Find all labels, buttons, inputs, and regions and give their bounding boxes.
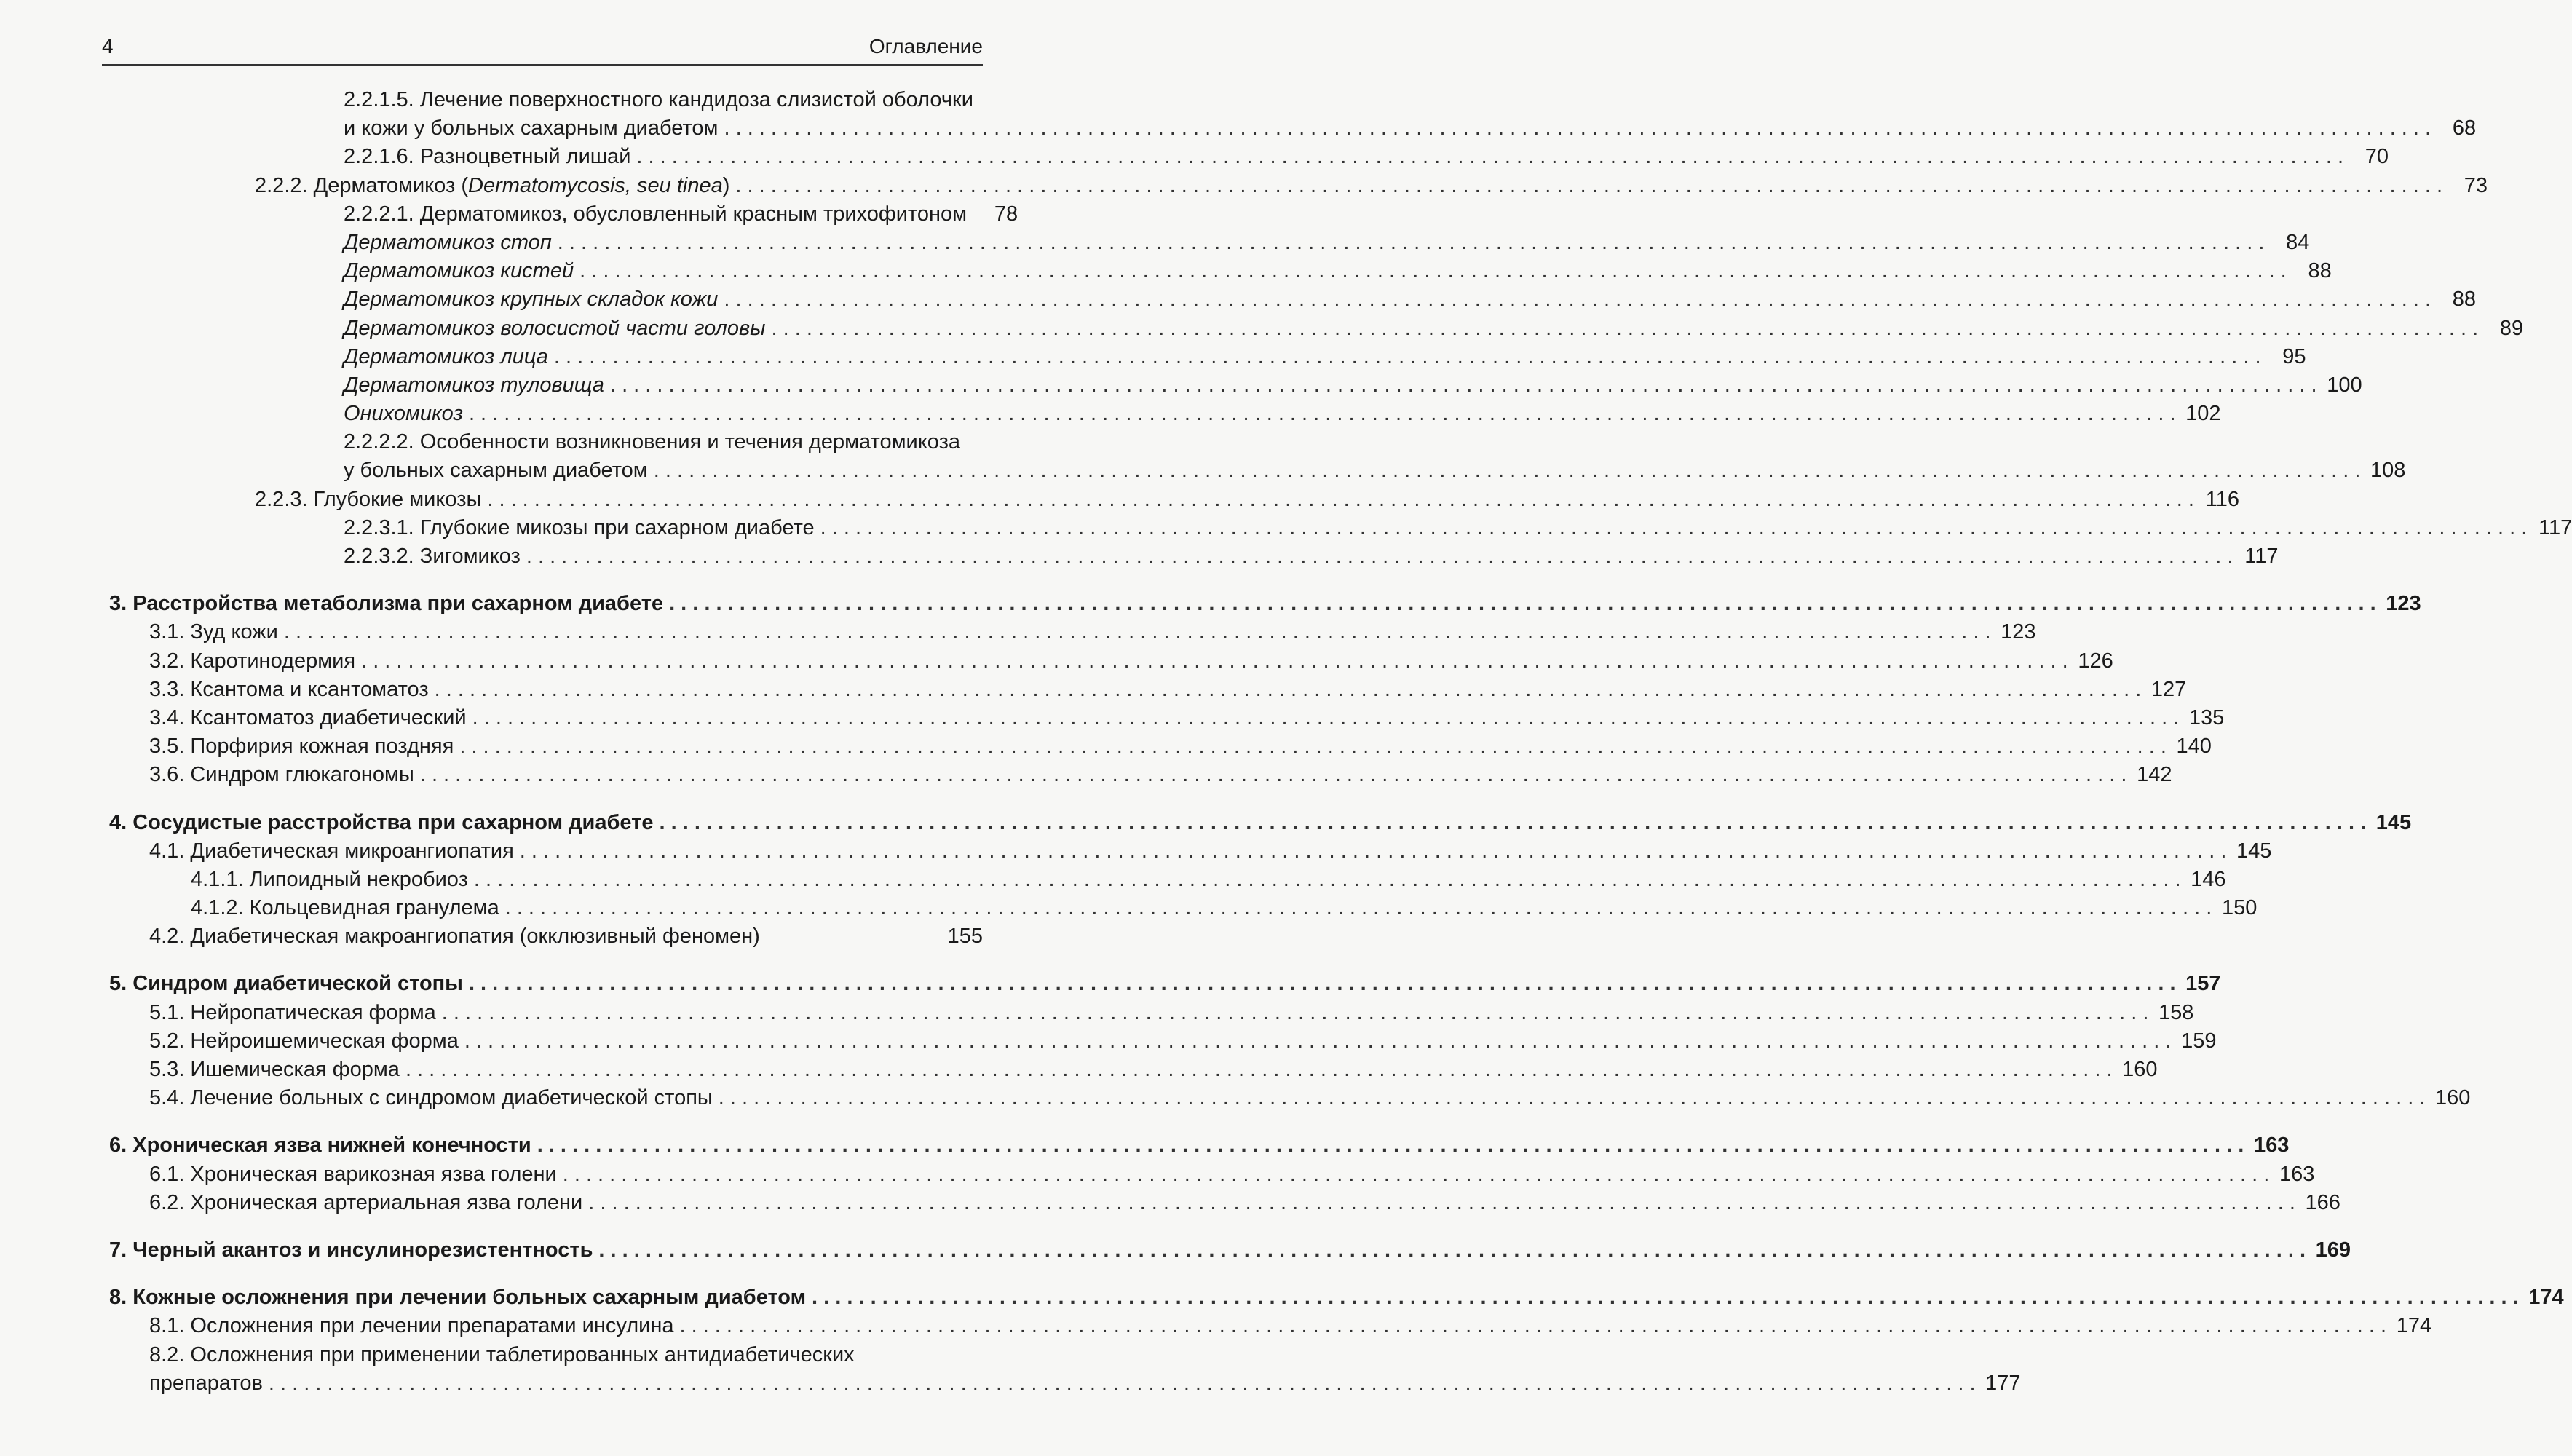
toc-page-number: 135 xyxy=(2188,705,2225,729)
toc-entry-title: 2.2.2. Дерматомикоз (Dermatomycosis, seu tinea) xyxy=(255,173,730,197)
dot-leader xyxy=(558,229,2265,257)
toc-page-number: 68 xyxy=(2452,116,2477,141)
toc-page-number: 158 xyxy=(2158,1000,2194,1024)
toc-entry-title: 3.3. Ксантома и ксантоматоз xyxy=(149,677,429,701)
toc-entry xyxy=(109,1027,2217,1056)
toc-entry xyxy=(109,1341,983,1369)
toc-entry-title: 8. Кожные осложнения при лечении больных сахарным диабетом xyxy=(109,1286,807,1310)
toc-page-number: 95 xyxy=(2282,344,2306,368)
toc-entry-title: 7. Черный акантоз и инсулинорезистентность xyxy=(109,1238,593,1262)
toc-entry xyxy=(109,428,983,456)
dot-leader xyxy=(719,1084,2426,1112)
toc-page-number: 116 xyxy=(2205,487,2239,511)
dot-leader xyxy=(361,647,2068,676)
dot-leader xyxy=(284,618,1991,646)
toc-entry-title: препаратов xyxy=(149,1371,263,1395)
toc-entry xyxy=(109,114,2477,143)
toc-chapter-entry xyxy=(109,590,2421,618)
toc-page-number: 166 xyxy=(2305,1190,2340,1214)
toc-page-number: 160 xyxy=(2435,1086,2471,1110)
toc-entry xyxy=(109,837,2272,866)
toc-entry-title: Дерматомикоз кистей xyxy=(344,259,574,283)
toc-entry-title: 4.1.2. Кольцевидная гранулема xyxy=(191,896,499,920)
toc-entry xyxy=(109,999,2194,1027)
dot-leader xyxy=(579,257,2287,285)
toc-page-number: 145 xyxy=(2236,839,2272,863)
dot-leader xyxy=(420,761,2127,789)
section-gap xyxy=(109,1265,983,1283)
dot-leader xyxy=(469,400,2176,428)
toc-page-number: 70 xyxy=(2365,145,2389,169)
dot-leader xyxy=(588,1189,2295,1217)
toc-page-number: 140 xyxy=(2176,735,2212,759)
toc-entry-title: 2.2.2.2. Особенности возникновения и течения дерматомикоза xyxy=(344,430,960,454)
toc-entry-title: 3.2. Каротинодермия xyxy=(149,649,356,673)
toc-page-number: 126 xyxy=(2078,649,2113,673)
toc-chapter-entry xyxy=(109,1283,2564,1312)
toc-page-number: 100 xyxy=(2327,373,2362,397)
toc-page-number: 160 xyxy=(2122,1058,2158,1081)
dot-leader xyxy=(554,343,2261,371)
dot-leader xyxy=(537,1131,2244,1160)
toc-entry-title: Онихомикоз xyxy=(344,402,463,426)
dot-leader xyxy=(660,809,2367,837)
dot-leader xyxy=(636,143,2343,171)
toc-entry-title: у больных сахарным диабетом xyxy=(344,459,648,483)
toc-entry-title: и кожи у больных сахарным диабетом xyxy=(344,116,719,141)
toc-entry-title: Дерматомикоз стоп xyxy=(344,230,552,254)
toc-page-number: 117 xyxy=(2539,515,2572,539)
dot-leader xyxy=(405,1056,2113,1084)
dot-leader xyxy=(520,837,2227,866)
toc-entry-title: 5.4. Лечение больных с синдромом диабетической стопы xyxy=(149,1086,713,1110)
toc-entry xyxy=(109,400,2221,428)
toc-entry xyxy=(109,1056,2158,1084)
toc-page-number: 123 xyxy=(2001,620,2036,644)
toc-entry xyxy=(109,1312,2432,1340)
toc-entry xyxy=(109,1084,2471,1112)
toc-entry-title: Дерматомикоз волосистой части головы xyxy=(344,316,766,340)
page-number: 4 xyxy=(102,35,114,58)
toc-entry xyxy=(109,922,983,951)
toc-entry xyxy=(109,143,2389,171)
toc-entry xyxy=(109,371,2362,400)
toc-chapter-entry xyxy=(109,970,2221,998)
toc-page-number: 73 xyxy=(2464,173,2488,197)
toc-entry xyxy=(109,676,2187,704)
toc-entry-title: 5. Синдром диабетической стопы xyxy=(109,972,463,996)
toc-entry xyxy=(109,514,2572,542)
toc-entry xyxy=(109,761,2172,789)
toc-entry-title: Дерматомикоз лица xyxy=(344,344,548,368)
toc-entry xyxy=(109,200,1018,229)
toc-entry xyxy=(109,343,2306,371)
dot-leader xyxy=(526,542,2233,571)
dot-leader xyxy=(724,285,2431,314)
toc-entry-title: 2.2.1.5. Лечение поверхностного кандидоза слизистой оболочки xyxy=(344,88,973,111)
toc-entry-title: 4.1.1. Липоидный некробиоз xyxy=(191,867,468,891)
toc-entry xyxy=(109,172,2488,200)
section-gap xyxy=(109,951,983,970)
toc-entry-title: Дерматомикоз крупных складок кожи xyxy=(344,288,719,312)
toc-entry xyxy=(109,1189,2340,1217)
toc-page-number: 177 xyxy=(1985,1371,2021,1395)
dot-leader xyxy=(679,1312,2386,1340)
toc-entry xyxy=(109,894,2258,922)
toc-page-number: 157 xyxy=(2185,972,2221,996)
dot-leader xyxy=(469,970,2176,998)
header-rule xyxy=(102,64,983,66)
section-gap xyxy=(109,790,983,809)
dot-leader xyxy=(563,1160,2270,1189)
dot-leader xyxy=(269,1369,1976,1398)
toc-entry-title: 3.5. Порфирия кожная поздняя xyxy=(149,735,454,759)
toc-chapter-entry xyxy=(109,1131,2290,1160)
dot-leader xyxy=(812,1283,2519,1312)
toc-chapter-entry xyxy=(109,1236,2351,1265)
toc-page-number: 145 xyxy=(2375,810,2412,834)
toc-entry-title: 8.1. Осложнения при лечении препаратами инсулина xyxy=(149,1314,674,1338)
toc-entry xyxy=(109,732,2212,761)
running-head: Оглавление xyxy=(868,35,983,58)
toc-page-number: 142 xyxy=(2137,763,2172,787)
section-gap xyxy=(109,1112,983,1131)
toc-entry-title: 3.4. Ксантоматоз диабетический xyxy=(149,705,467,729)
toc-entry xyxy=(109,257,2332,285)
toc-entry-title: 4.1. Диабетическая микроангиопатия xyxy=(149,839,514,863)
toc-entry-title: 2.2.2.1. Дерматомикоз, обусловленный красным трихофитоном xyxy=(344,202,968,226)
toc-entry xyxy=(109,486,2239,514)
dot-leader xyxy=(474,866,2181,894)
toc-page-number: 174 xyxy=(2528,1286,2564,1310)
toc-entry-title: 6. Хроническая язва нижней конечности xyxy=(109,1133,531,1158)
toc-entry-title: 3. Расстройства метаболизма при сахарном диабете xyxy=(109,592,664,616)
dot-leader xyxy=(724,114,2431,143)
dot-leader xyxy=(598,1236,2306,1265)
toc-entry-title: 4.2. Диабетическая макроангиопатия (окклюзивный феномен) xyxy=(149,925,760,949)
toc-entry xyxy=(109,1160,2315,1189)
toc-entry-title: Дерматомикоз туловища xyxy=(344,373,604,397)
toc-entry-title: 3.1. Зуд кожи xyxy=(149,620,278,644)
toc-page-number: 169 xyxy=(2315,1238,2351,1262)
toc-page-number: 163 xyxy=(2253,1133,2290,1158)
toc-entry xyxy=(109,285,2477,314)
section-gap xyxy=(109,1217,983,1236)
toc-entry-title: 3.6. Синдром глюкагономы xyxy=(149,763,414,787)
toc-entry xyxy=(109,314,2524,343)
dot-leader xyxy=(459,732,2167,761)
toc-entry xyxy=(109,647,2113,676)
dot-leader xyxy=(820,514,2528,542)
dot-leader xyxy=(772,314,2479,343)
dot-leader xyxy=(669,590,2376,618)
toc-entry-title: 8.2. Осложнения при применении таблетированных антидиабетических xyxy=(149,1342,855,1366)
dot-leader xyxy=(505,894,2212,922)
toc-page-number: 78 xyxy=(994,202,1018,226)
dot-leader xyxy=(654,456,2361,485)
toc-entry xyxy=(109,618,2036,646)
toc-entry xyxy=(109,229,2310,257)
toc-page-number: 89 xyxy=(2499,316,2524,340)
dot-leader xyxy=(464,1027,2172,1056)
dot-leader xyxy=(442,999,2149,1027)
toc-entry-title: 2.2.3. Глубокие микозы xyxy=(255,487,482,511)
toc-chapter-entry xyxy=(109,809,2412,837)
table-of-contents xyxy=(109,86,2572,1398)
toc-page-number: 117 xyxy=(2244,545,2279,568)
toc-page-number: 146 xyxy=(2191,867,2226,891)
toc-entry-title: 5.2. Нейроишемическая форма xyxy=(149,1029,459,1053)
toc-entry-title: 6.1. Хроническая варикозная язва голени xyxy=(149,1162,557,1186)
toc-page-number: 163 xyxy=(2279,1162,2315,1186)
toc-entry-title: 6.2. Хроническая артериальная язва голени xyxy=(149,1190,583,1214)
section-gap xyxy=(109,571,983,590)
toc-page-number: 88 xyxy=(2308,259,2332,283)
dot-leader xyxy=(487,486,2194,514)
toc-page-number: 127 xyxy=(2150,677,2187,701)
toc-entry-title: 4. Сосудистые расстройства при сахарном диабете xyxy=(109,810,654,834)
toc-page-number: 150 xyxy=(2221,896,2258,920)
toc-entry xyxy=(109,542,2279,571)
toc-entry xyxy=(109,866,2226,894)
toc-page-number: 108 xyxy=(2370,459,2406,483)
toc-page-number: 102 xyxy=(2185,402,2221,426)
toc-page-number: 159 xyxy=(2181,1029,2217,1053)
toc-page-number: 155 xyxy=(947,925,983,949)
toc-entry xyxy=(109,456,2406,485)
toc-entry-title: 2.2.3.2. Зигомикоз xyxy=(344,545,521,568)
toc-entry-title: 2.2.3.1. Глубокие микозы при сахарном диабете xyxy=(344,515,815,539)
dot-leader xyxy=(735,172,2442,200)
dot-leader xyxy=(610,371,2317,400)
toc-page-number: 174 xyxy=(2396,1314,2432,1338)
toc-entry xyxy=(109,704,2225,732)
toc-page-number: 88 xyxy=(2452,288,2477,312)
dot-leader xyxy=(435,676,2142,704)
toc-entry-title: 2.2.1.6. Разноцветный лишай xyxy=(344,145,631,169)
toc-entry-title: 5.3. Ишемическая форма xyxy=(149,1058,400,1081)
dot-leader xyxy=(472,704,2180,732)
toc-page-number: 84 xyxy=(2286,230,2310,254)
toc-entry xyxy=(109,86,983,114)
toc-entry-title: 5.1. Нейропатическая форма xyxy=(149,1000,436,1024)
toc-page-number: 123 xyxy=(2386,592,2421,616)
toc-entry xyxy=(109,1369,2021,1398)
